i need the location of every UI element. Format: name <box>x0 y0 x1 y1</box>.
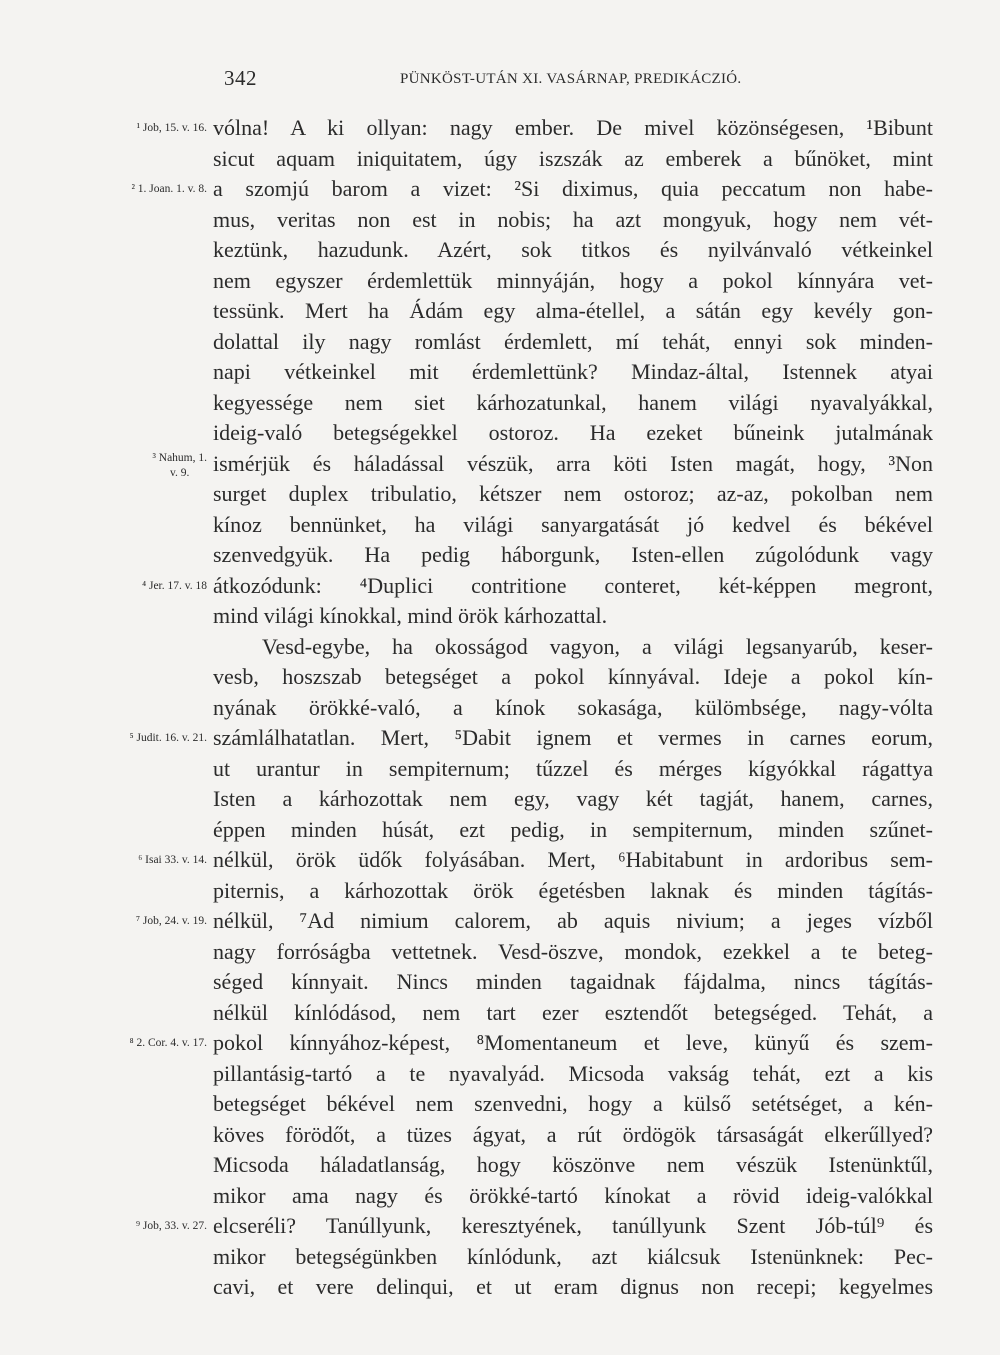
text-line <box>0 540 1000 571</box>
text-line <box>0 876 1000 907</box>
text-line <box>0 1059 1000 1090</box>
margin-reference <box>131 174 207 205</box>
text-line <box>0 113 1000 144</box>
margin-reference <box>130 1028 207 1059</box>
line-text: nem egyszer érdemlettük minnyáján, hogy a pokol kínnyára vet- <box>213 267 933 293</box>
text-line <box>0 205 1000 236</box>
line-text: nélkül kínlódásod, nem tart ezer esztendőt betegséged. Tehát, a <box>213 999 933 1025</box>
text-line <box>0 1211 1000 1242</box>
line-text: Micsoda háladatlanság, hogy köszönve nem vészük Istenünktűl, <box>213 1152 933 1177</box>
line-text: mus, veritas non est in nobis; ha azt mongyuk, hogy nem vét- <box>213 206 933 232</box>
line-text: kegyessége nem siet kárhozatunkal, hanem világi nyavalyákkal, <box>213 389 933 415</box>
margin-reference <box>152 451 207 481</box>
text-line <box>0 1089 1000 1120</box>
line-text: pokol kínnyához-képest, ⁸Momentaneum et leve, künyű és szem- <box>213 1030 933 1055</box>
text-line <box>0 1272 1000 1303</box>
text-line <box>0 388 1000 419</box>
text-line <box>0 937 1000 968</box>
line-text: számlálhatatlan. Mert, ⁵Dabit ignem et vermes in carnes eorum, <box>213 725 933 750</box>
body-text <box>0 113 1000 1303</box>
text-line <box>0 845 1000 876</box>
line-text: dolattal ily nagy romlást érdemlett, mí tehát, ennyi sok minden- <box>213 328 933 354</box>
line-text: mikor betegségünkben kínlódunk, azt kiálcsuk Istenünknek: Pec- <box>213 1243 933 1269</box>
text-line <box>0 601 1000 632</box>
line-text: mikor ama nagy és örökké-tartó kínokat a rövid ideig-valókkal <box>213 1182 933 1208</box>
line-text: mind világi kínokkal, mind örök kárhozattal. <box>213 603 608 628</box>
text-line <box>0 998 1000 1029</box>
text-line <box>0 144 1000 175</box>
margin-reference-text: v. 9. <box>170 466 190 479</box>
running-title: PÜNKÖST-UTÁN XI. VASÁRNAP, PREDIKÁCZIÓ. <box>400 71 742 87</box>
line-text: Vesd-egybe, ha okosságod vagyon, a világi legsanyarúb, keser- <box>262 633 933 659</box>
line-text: ideig-való betegségekkel ostoroz. Ha ezeket bűneink jutalmának <box>213 420 933 445</box>
line-text: surget duplex tribulatio, kétszer nem ostoroz; az-az, pokolban nem <box>213 481 933 506</box>
line-text: a szomjú barom a vizet: ²Si diximus, quia peccatum non habe- <box>213 176 933 201</box>
line-text: vesb, hoszszab betegséget a pokol kínnyával. Ideje a pokol kín- <box>213 664 933 689</box>
text-line <box>0 754 1000 785</box>
margin-reference-text: ⁴ Jer. 17. v. 18 <box>142 579 207 592</box>
line-text: ismérjük és háladással vészük, arra köti Isten magát, hogy, ³Non <box>213 450 933 476</box>
text-line <box>0 693 1000 724</box>
line-text: piternis, a kárhozottak örök égetésben laknak és minden tágítás- <box>213 877 933 903</box>
text-line <box>0 479 1000 510</box>
line-text: nélkül, ⁷Ad nimium calorem, ab aquis nivium; a jeges vízből <box>213 908 933 933</box>
text-line <box>0 418 1000 449</box>
margin-reference-text: ³ Nahum, 1. <box>152 451 207 464</box>
line-text: vólna! A ki ollyan: nagy ember. De mivel közönségesen, ¹Bibunt <box>213 115 933 140</box>
text-line <box>0 296 1000 327</box>
margin-reference <box>136 906 207 937</box>
text-line <box>0 510 1000 541</box>
line-text: keztünk, hazudunk. Azért, sok titkos és nyilvánvaló vétkeinkel <box>213 237 933 262</box>
line-text: cavi, et vere delinqui, et ut eram dignus non recepi; kegyelmes <box>213 1274 933 1299</box>
margin-reference-text: ⁶ Isai 33. v. 14. <box>138 854 207 866</box>
text-line <box>0 662 1000 693</box>
line-text: nyának örökké-való, a kínok sokasága, külömbsége, nagy-vólta <box>213 694 933 720</box>
margin-reference <box>137 113 207 144</box>
text-line <box>0 967 1000 998</box>
text-line <box>0 1181 1000 1212</box>
line-text: séged kínnyait. Nincs minden tagaidnak fájdalma, nincs tágítás- <box>213 969 933 994</box>
line-text: sicut aquam iniquitatem, úgy iszszák az emberek a bűnöket, mint <box>213 145 933 171</box>
margin-reference <box>130 723 207 754</box>
line-text: kínoz bennünket, ha világi sanyargatását jó kedvel és békével <box>213 511 933 537</box>
margin-reference-text: ² 1. Joan. 1. v. 8. <box>131 183 207 195</box>
text-line <box>0 266 1000 297</box>
text-line <box>0 815 1000 846</box>
text-line <box>0 571 1000 602</box>
line-text: pillantásig-tartó a te nyavalyád. Micsoda vakság tehát, ezt a kis <box>213 1060 933 1086</box>
text-line <box>0 1028 1000 1059</box>
line-text: szenvedgyük. Ha pedig háborgunk, Isten-ellen zúgolódunk vagy <box>213 542 933 567</box>
text-line <box>0 906 1000 937</box>
text-line <box>0 174 1000 205</box>
text-line <box>0 632 1000 663</box>
text-line <box>0 327 1000 358</box>
margin-reference-text: ⁹ Job, 33. v. 27. <box>136 1220 207 1232</box>
text-line <box>0 1120 1000 1151</box>
margin-reference-text: ⁵ Judit. 16. v. 21. <box>129 732 207 744</box>
text-line <box>0 1150 1000 1181</box>
line-text: tessünk. Mert ha Ádám egy alma-étellel, a sátán egy kevély gon- <box>213 298 933 323</box>
margin-reference <box>136 1211 207 1242</box>
text-line <box>0 1242 1000 1273</box>
line-text: nélkül, örök üdők folyásában. Mert, ⁶Habitabunt in ardoribus sem- <box>213 847 933 872</box>
text-line <box>0 357 1000 388</box>
line-text: éppen minden húsát, ezt pedig, in sempiternum, minden szűnet- <box>213 816 933 842</box>
margin-reference <box>138 845 207 876</box>
margin-reference-text: ⁸ 2. Cor. 4. v. 17. <box>129 1037 207 1049</box>
line-text: köves förödőt, a tüzes ágyat, a rút ördögök társaságát elkerűllyed? <box>213 1121 933 1147</box>
page-number: 342 <box>224 66 257 90</box>
text-line <box>0 723 1000 754</box>
line-text: betegséget békével nem szenvedni, hogy a külső setétséget, a kén- <box>213 1091 933 1116</box>
text-line <box>0 235 1000 266</box>
margin-reference-text: ⁷ Job, 24. v. 19. <box>136 915 207 927</box>
line-text: Isten a kárhozottak nem egy, vagy két tagját, hanem, carnes, <box>213 786 933 811</box>
line-text: nagy forróságba vettetnek. Vesd-öszve, mondok, ezekkel a te beteg- <box>213 938 933 964</box>
margin-reference-text: ¹ Job, 15. v. 16. <box>136 122 207 134</box>
line-text: átkozódunk: ⁴Duplici contritione conteret, két-képpen megront, <box>213 572 933 598</box>
text-line <box>0 449 1000 480</box>
text-line <box>0 784 1000 815</box>
line-text: elcseréli? Tanúllyunk, keresztyének, tanúllyunk Szent Jób-túl⁹ és <box>213 1213 933 1238</box>
margin-reference <box>142 571 207 602</box>
line-text: napi vétkeinkel mit érdemlettünk? Mindaz-által, Istennek atyai <box>213 359 933 384</box>
line-text: ut urantur in sempiternum; tűzzel és mérges kígyókkal rágattya <box>213 755 933 781</box>
